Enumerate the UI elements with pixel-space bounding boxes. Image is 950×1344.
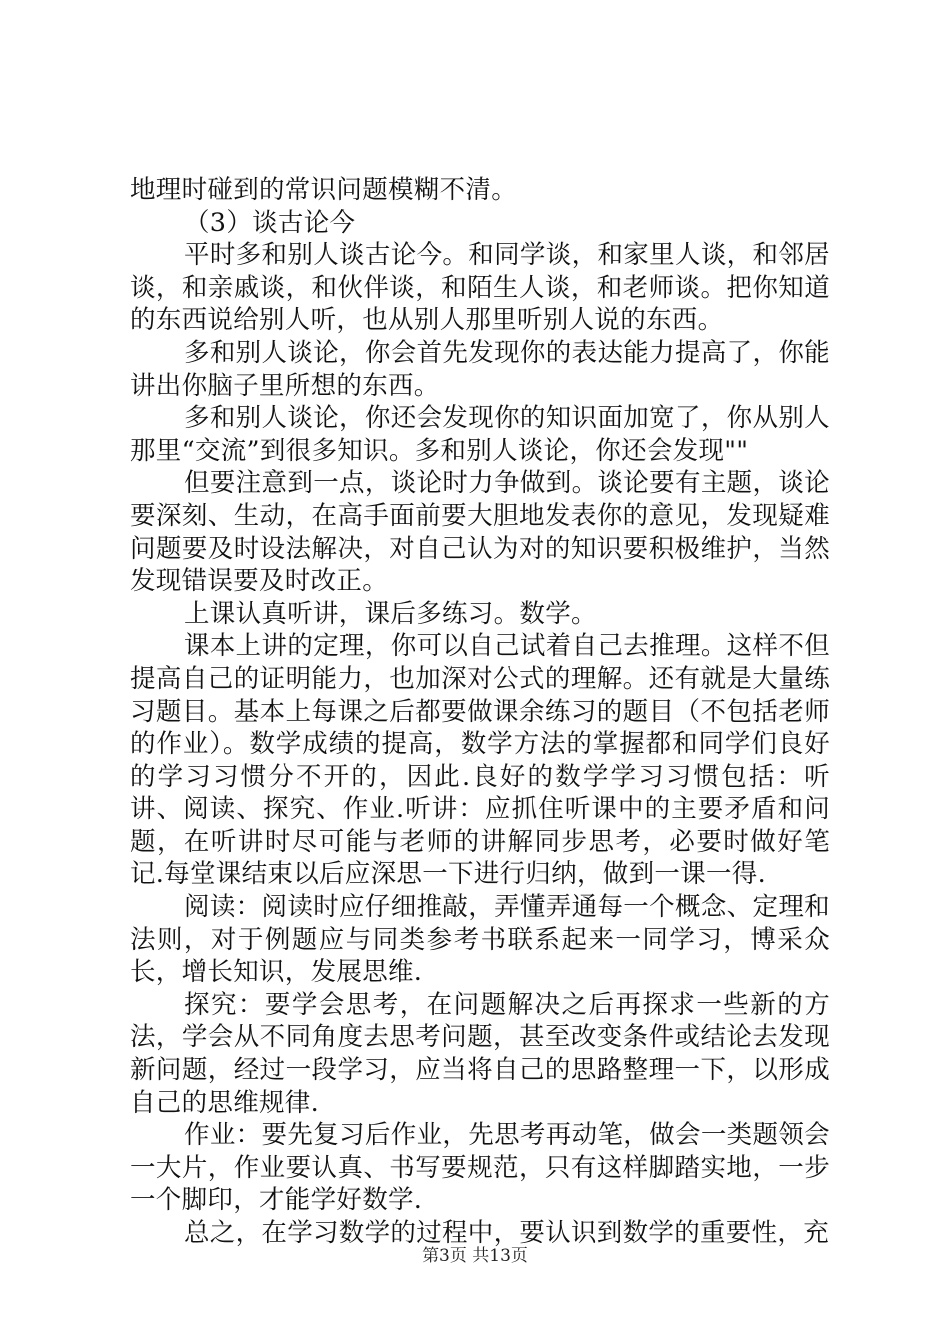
paragraph-2: （3）谈古论今 [184, 207, 356, 238]
page-footer: 第3页 共13页 [422, 1246, 528, 1266]
paragraph-3: 平时多和别人谈古论今。和同学谈，和家里人谈，和邻居谈，和亲戚谈，和伙伴谈，和陌生人谈，和老师谈。把你知道的东西说给别人听，也从别人那里听别人说的东西。 [130, 240, 830, 336]
paragraph-10: 探究：要学会思考，在问题解决之后再探求一些新的方法，学会从不同角度去思考问题，甚至改变条件或结论去发现新问题，经过一段学习，应当将自己的思路整理一下，以形成自己的思维规律. [130, 989, 830, 1118]
paragraph-7: 上课认真听讲，课后多练习。数学。 [184, 598, 597, 629]
paragraph-6: 但要注意到一点，谈论时力争做到。谈论要有主题，谈论要深刻、生动，在高手面前要大胆地发表你的意见，发现疑难问题要及时设法解决，对自己认为对的知识要积极维护，当然发现错误要及时改正。 [130, 468, 830, 597]
paragraph-9: 阅读：阅读时应仔细推敲，弄懂弄通每一个概念、定理和法则，对于例题应与同类参考书联系起来一同学习，博采众长，增长知识，发展思维. [130, 892, 830, 988]
paragraph-11: 作业：要先复习后作业，先思考再动笔，做会一类题领会一大片，作业要认真、书写要规范，只有这样脚踏实地，一步一个脚印，才能学好数学. [130, 1120, 830, 1216]
paragraph-1: 地理时碰到的常识问题模糊不清。 [130, 175, 518, 205]
document-body [130, 174, 830, 1250]
paragraph-5: 多和别人谈论，你还会发现你的知识面加宽了，你从别人那里“交流”到很多知识。多和别人谈论，你还会发现"" [130, 403, 830, 466]
paragraph-4: 多和别人谈论，你会首先发现你的表达能力提高了，你能讲出你脑子里所想的东西。 [130, 337, 830, 401]
paragraph-8: 课本上讲的定理，你可以自己试着自己去推理。这样不但提高自己的证明能力，也加深对公式的理解。还有就是大量练习题目。基本上每课之后都要做课余练习的题目（不包括老师的作业）。数学成绩的提高，数学方法的掌握都和同学们良好的学习习惯分不开的，因此.良好的数学学习习惯包括：听讲、阅读、探究、作业.听讲：应抓住听课中的主要矛盾和问题，在听讲时尽可能与老师的讲解同步思考，必要时做好笔记.每堂课结束以后应深思一下进行归纳，做到一课一得. [130, 631, 830, 890]
paragraph-12: 总之，在学习数学的过程中，要认识到数学的重要性，充 [184, 1218, 830, 1248]
